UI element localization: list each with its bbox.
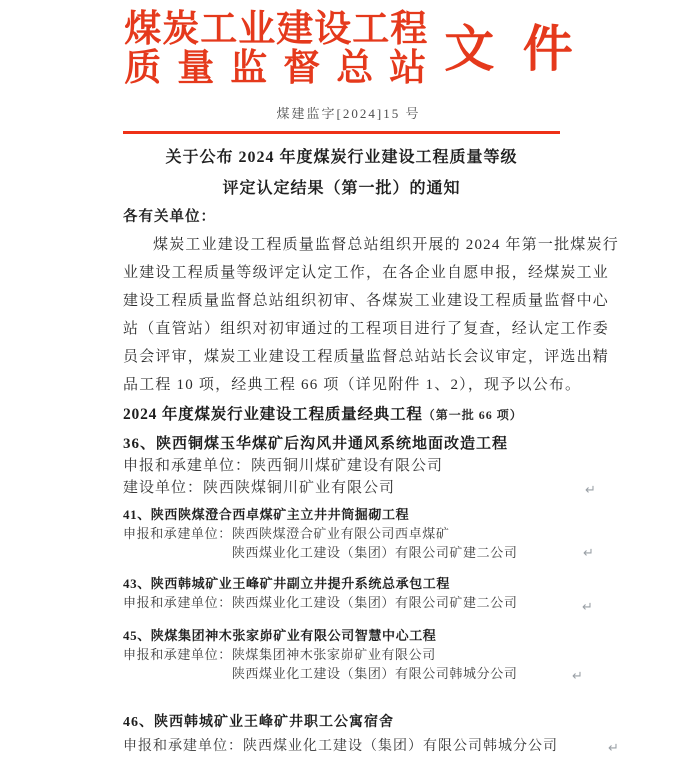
item-row xyxy=(123,593,560,612)
item-row xyxy=(123,645,560,683)
paragraph-line: 员会评审，煤炭工业建设工程质量监督总站站长会议审定，评选出精 xyxy=(123,349,610,365)
item-row-value: 陕西煤业化工建设（集团）有限公司韩城分公司 xyxy=(231,666,518,681)
item-row xyxy=(123,477,560,499)
list-item-46 xyxy=(123,711,620,759)
org-name-line2: 质量监督总站 xyxy=(124,48,443,89)
item-title: 45、陕煤集团神木张家峁矿业有限公司智慧中心工程 xyxy=(123,628,437,643)
return-mark-icon: ↵ xyxy=(583,546,595,561)
paragraph-line: 站（直管站）组织对初审通过的工程项目进行了复查，经认定工作委 xyxy=(123,321,610,337)
item-row-label: 申报和承建单位： xyxy=(123,739,243,754)
item-row-value: 陕西煤业化工建设（集团）有限公司矿建二公司 xyxy=(231,595,518,610)
section-heading-main: 2024 年度煤炭行业建设工程质量经典工程 xyxy=(123,406,423,423)
section-heading-suffix: （第一批 66 项） xyxy=(422,408,523,422)
item-row xyxy=(123,524,560,562)
item-row-label: 申报和承建单位： xyxy=(123,595,232,610)
section-heading xyxy=(123,404,560,426)
list-item-41 xyxy=(123,505,595,562)
item-row-label: 申报和承建单位： xyxy=(123,458,252,474)
item-row-value: 陕西煤业化工建设（集团）有限公司矿建二公司 xyxy=(231,545,518,560)
notice-title-line2: 评定认定结果（第一批）的通知 xyxy=(222,180,461,197)
item-row xyxy=(123,735,560,759)
org-name xyxy=(124,9,443,89)
item-row-value: 陕西陕煤铜川矿业有限公司 xyxy=(203,480,396,496)
return-mark-icon: ↵ xyxy=(608,741,620,756)
item-title: 43、陕西韩城矿业王峰矿井副立井提升系统总承包工程 xyxy=(123,576,451,591)
item-title: 36、陕西铜煤玉华煤矿后沟风井通风系统地面改造工程 xyxy=(123,436,509,452)
list-item-45 xyxy=(123,626,584,684)
letterhead xyxy=(0,10,697,88)
item-row-value: 陕西陕煤澄合矿业有限公司西卓煤矿 xyxy=(231,526,450,541)
notice-paragraph xyxy=(123,231,619,399)
return-mark-icon: ↵ xyxy=(572,669,584,684)
paragraph-line: 品工程 10 项，经典工程 66 项（详见附件 1、2），现予以公布。 xyxy=(123,377,582,393)
red-divider-line xyxy=(123,131,560,134)
item-row-label: 申报和承建单位： xyxy=(123,647,232,662)
list-item-36 xyxy=(123,433,597,499)
list-item-43 xyxy=(123,574,594,615)
salutation: 各有关单位： xyxy=(123,209,216,225)
return-mark-icon: ↵ xyxy=(585,483,597,498)
item-title: 46、陕西韩城矿业王峰矿井职工公寓宿舍 xyxy=(123,715,394,730)
item-row-value: 陕煤集团神木张家峁矿业有限公司 xyxy=(231,647,436,662)
item-row-value: 陕西铜川煤矿建设有限公司 xyxy=(251,458,444,474)
paragraph-line: 建设工程质量监督总站组织初审、各煤炭工业建设工程质量监督中心 xyxy=(123,293,610,309)
item-row-label: 申报和承建单位： xyxy=(123,526,232,541)
notice-title-line1: 关于公布 2024 年度煤炭行业建设工程质量等级 xyxy=(165,149,518,166)
paragraph-line: 业建设工程质量等级评定认定工作，在各企业自愿申报，经煤炭工业 xyxy=(123,265,610,281)
paragraph-line: 煤炭工业建设工程质量监督总站组织开展的 2024 年第一批煤炭行 xyxy=(153,237,619,253)
item-row xyxy=(123,455,560,477)
item-title: 41、陕西陕煤澄合西卓煤矿主立井井筒掘砌工程 xyxy=(123,507,410,522)
return-mark-icon: ↵ xyxy=(582,600,594,615)
org-name-line1: 煤炭工业建设工程 xyxy=(124,9,429,50)
item-row-value: 陕西煤业化工建设（集团）有限公司韩城分公司 xyxy=(243,739,558,754)
item-row-label: 建设单位： xyxy=(123,480,204,496)
doc-number: 煤建监字[2024]15 号 xyxy=(276,106,421,121)
notice-body xyxy=(123,142,620,759)
doc-type-label: 文 件 xyxy=(444,21,581,77)
